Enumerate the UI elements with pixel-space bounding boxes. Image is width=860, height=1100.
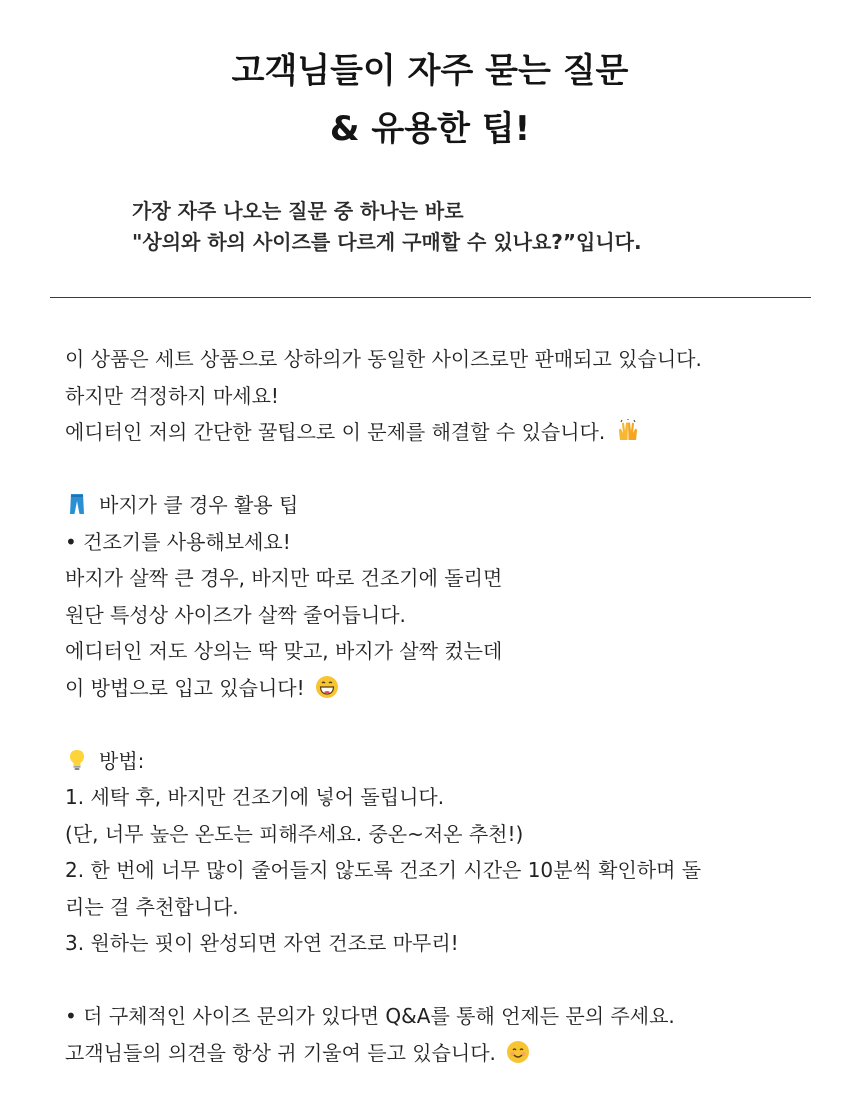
body-line: • 건조기를 사용해보세요! (65, 529, 291, 554)
body-line: 에디터인 저도 상의는 딱 맞고, 바지가 살짝 컸는데 (65, 639, 503, 663)
intro-line-2: "상의와 하의 사이즈를 다르게 구매할 수 있나요?”입니다. (132, 230, 642, 254)
intro-line-1: 가장 자주 나오는 질문 중 하나는 바로 (132, 199, 464, 223)
paragraph-gap (65, 451, 825, 488)
body-line (65, 414, 825, 451)
body-line: 리는 걸 추천합니다. (65, 894, 239, 919)
body-line: • 더 구체적인 사이즈 문의가 있다면 Q&A를 통해 언제든 문의 주세요. (65, 1004, 675, 1028)
body-line: 1. 세탁 후, 바지만 건조기에 넣어 돌립니다. (65, 785, 445, 809)
smiling-face-icon (506, 1040, 530, 1064)
body-line: 2. 한 번에 너무 많이 줄어들지 않도록 건조기 시간은 10분씩 확인하며 돌 (65, 858, 702, 882)
body-line: (단, 너무 높은 온도는 피해주세요. 중온~저온 추천!) (65, 821, 524, 846)
article-body (65, 341, 825, 1071)
grinning-face-icon (315, 675, 339, 699)
body-line: 하지만 걱정하지 마세요! (65, 383, 279, 408)
title-line-2: & 유용한 팁! (329, 109, 531, 149)
tip-heading (65, 487, 825, 524)
raised-hands-icon (616, 419, 640, 443)
section-divider (50, 297, 811, 298)
body-line (65, 670, 825, 707)
light-bulb-icon (65, 748, 89, 772)
tip-heading-text: 바지가 클 경우 활용 팁 (99, 493, 299, 517)
body-line: 원단 특성상 사이즈가 살짝 줄어듭니다. (65, 602, 406, 627)
body-line: 바지가 살짝 큰 경우, 바지만 따로 건조기에 돌리면 (65, 566, 503, 590)
title-line-1: 고객님들이 자주 묻는 질문 (231, 51, 629, 91)
method-heading-text: 방법: (99, 748, 145, 773)
body-line: 3. 원하는 핏이 완성되면 자연 건조로 마무리! (65, 931, 459, 955)
body-line-text: 고객님들의 의견을 항상 귀 기울여 듣고 있습니다. (65, 1040, 496, 1065)
method-heading (65, 743, 825, 780)
body-line-text: 이 방법으로 입고 있습니다! (65, 675, 305, 700)
paragraph-gap (65, 706, 825, 743)
body-line: 이 상품은 세트 상품으로 상하의가 동일한 사이즈로만 판매되고 있습니다. (65, 347, 702, 371)
body-line (65, 1035, 825, 1072)
intro-question (132, 196, 642, 258)
page-title (0, 42, 860, 158)
body-line-text: 에디터인 저의 간단한 꿀팁으로 이 문제를 해결할 수 있습니다. (65, 420, 606, 444)
paragraph-gap (65, 962, 825, 999)
jeans-icon (65, 492, 89, 516)
